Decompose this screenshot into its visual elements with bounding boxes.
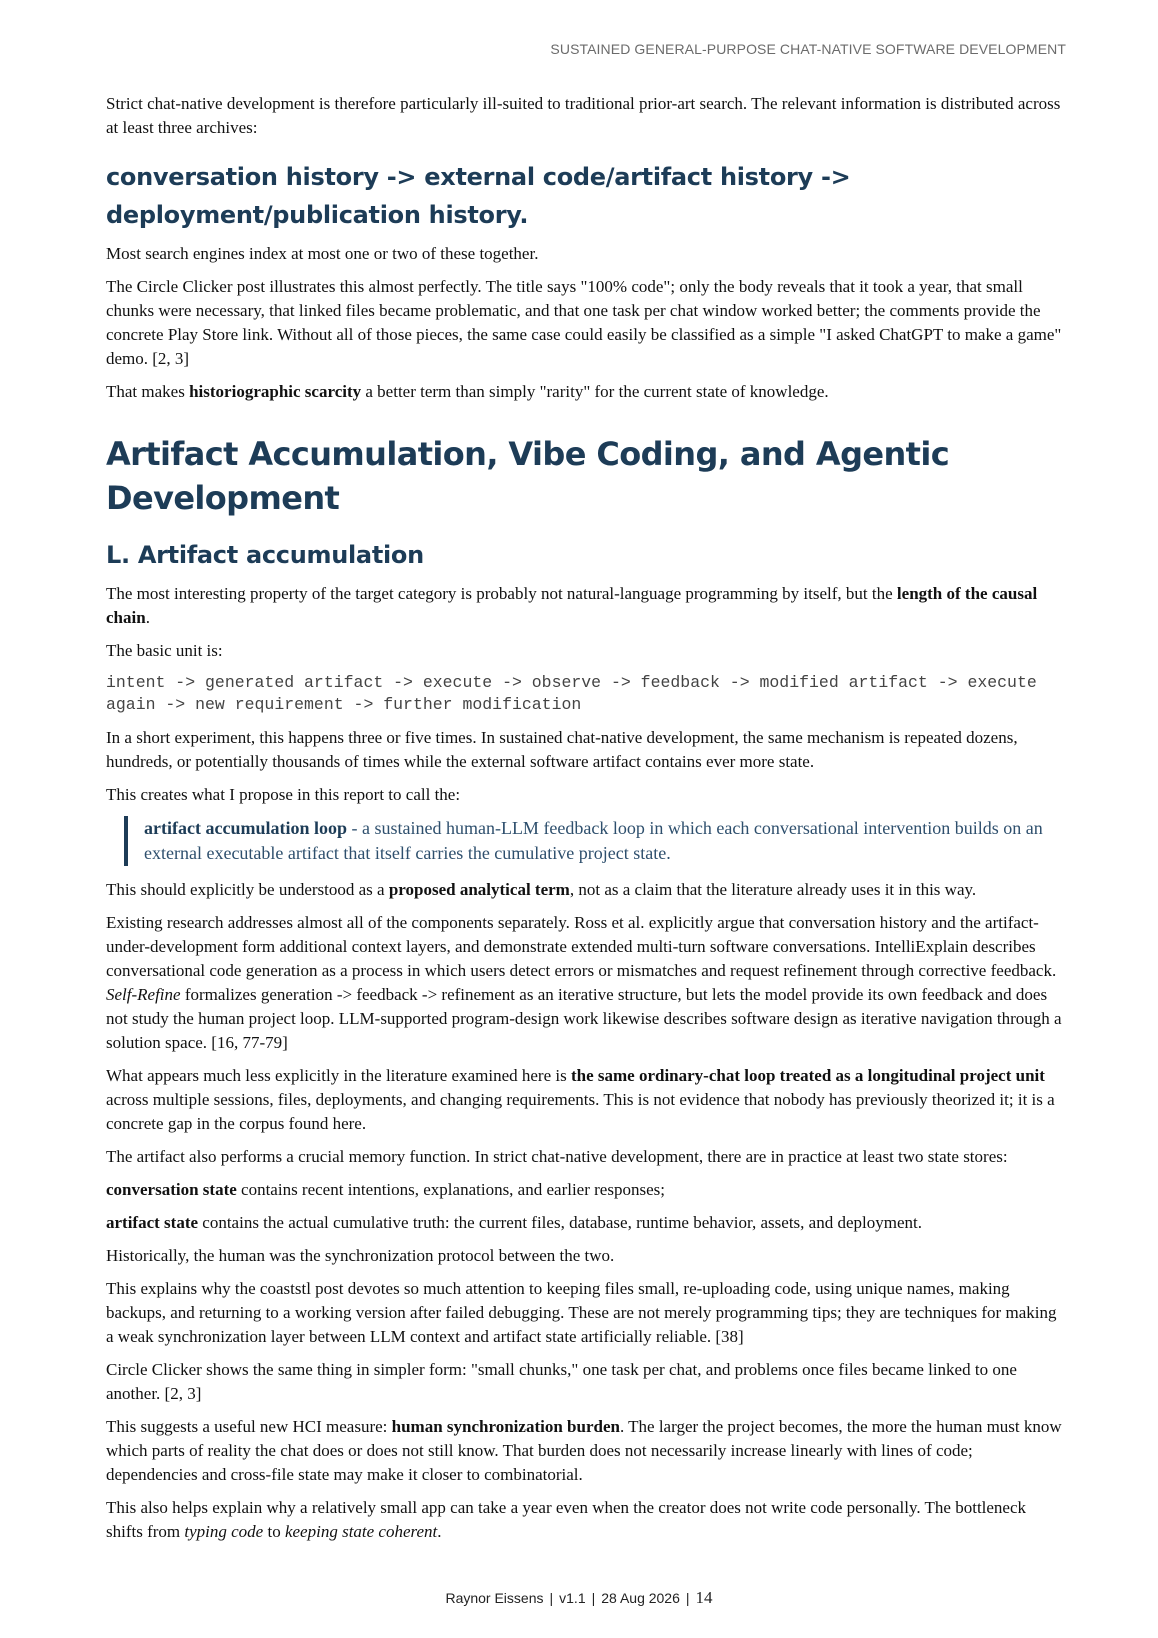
text-run: a better term than simply "rarity" for the current state of knowledge. xyxy=(361,382,829,401)
paragraph: The artifact also performs a crucial memory function. In strict chat-native development, there are in practice at least two state stores: xyxy=(106,1147,1008,1166)
paragraph xyxy=(106,911,1066,1055)
text-run: Existing research addresses almost all of the components separately. Ross et al. explicitly argue that conversation history and the artifact-under-development form additional context layers, and demonstrate extended multi-turn software conversations. IntelliExplain describes conversational code generation as a process in which users detect errors or mismatches and request refinement through corrective feedback. xyxy=(106,913,1057,980)
paragraph xyxy=(106,1496,1066,1544)
text-run: What appears much less explicitly in the literature examined here is xyxy=(106,1066,571,1085)
text-run: contains the actual cumulative truth: the current files, database, runtime behavior, assets, and deployment. xyxy=(198,1213,922,1232)
page-body xyxy=(106,92,1066,1553)
footer-separator: | xyxy=(685,1590,690,1606)
paragraph xyxy=(106,1064,1066,1136)
bold-term: conversation state xyxy=(106,1180,237,1199)
paragraph: The basic unit is: xyxy=(106,641,223,660)
subsection-title: L. Artifact accumulation xyxy=(106,541,424,569)
paragraph xyxy=(106,1178,1066,1202)
paragraph xyxy=(106,582,1066,630)
paragraph: In a short experiment, this happens three or five times. In sustained chat-native development, the same mechanism is repeated dozens, hundreds, or potentially thousands of times while the external software artifact contains ever more state. xyxy=(106,728,1018,771)
section-title: Artifact Accumulation, Vibe Coding, and Agentic Development xyxy=(106,435,950,517)
bold-term: human synchronization burden xyxy=(391,1417,620,1436)
definition-blockquote xyxy=(124,816,1066,866)
bold-term: historiographic scarcity xyxy=(189,382,362,401)
footer-separator: | xyxy=(549,1590,554,1606)
text-run: , not as a claim that the literature already uses it in this way. xyxy=(569,880,977,899)
text-run: This should explicitly be understood as a xyxy=(106,880,389,899)
text-run: This suggests a useful new HCI measure: xyxy=(106,1417,392,1436)
paragraph: Most search engines index at most one or two of these together. xyxy=(106,244,539,263)
bold-term: the same ordinary-chat loop treated as a longitudinal project unit xyxy=(570,1066,1045,1085)
paragraph: Strict chat-native development is therefore particularly ill-suited to traditional prior-art search. The relevant information is distributed across at least three archives: xyxy=(106,94,1061,137)
text-run: This also helps explain why a relatively small app can take a year even when the creator does not write code personally. The bottleneck shifts from xyxy=(106,1498,1027,1541)
paragraph xyxy=(106,1415,1066,1487)
chain-heading: conversation history -> external code/artifact history -> deployment/publication history. xyxy=(106,163,851,229)
bold-term: length of the causal chain xyxy=(106,584,1038,627)
paragraph xyxy=(106,380,1066,404)
running-head: SUSTAINED GENERAL-PURPOSE CHAT-NATIVE SOFTWARE DEVELOPMENT xyxy=(550,41,1066,57)
text-run: . The larger the project becomes, the more the human must know which parts of reality the chat does or does not still know. That burden does not necessarily increase linearly with lines of code; dependencies and cross-file state may make it closer to combinatorial. xyxy=(106,1417,1062,1484)
paragraph: The Circle Clicker post illustrates this almost perfectly. The title says "100% code"; only the body reveals that it took a year, that small chunks were necessary, that linked files became problematic, and that one task per chat window worked better; the comments provide the concrete Play Store link. Without all of those pieces, the same case could easily be classified as a simple "I asked ChatGPT to make a game" demo. [2, 3] xyxy=(106,277,1062,368)
paragraph: Historically, the human was the synchronization protocol between the two. xyxy=(106,1246,615,1265)
paragraph xyxy=(106,878,1066,902)
page-number: 14 xyxy=(695,1588,713,1607)
page-footer xyxy=(0,1588,1158,1608)
text-run: The most interesting property of the target category is probably not natural-language programming by itself, but the xyxy=(106,584,897,603)
paragraph: Circle Clicker shows the same thing in simpler form: "small chunks," one task per chat, and problems once files became linked to one another. [2, 3] xyxy=(106,1360,1017,1403)
footer-author: Raynor Eissens xyxy=(445,1590,544,1606)
defined-term: artifact accumulation loop xyxy=(144,818,347,838)
italic-term: typing code xyxy=(184,1522,264,1541)
italic-term: keeping state coherent xyxy=(284,1522,438,1541)
bold-term: artifact state xyxy=(106,1213,199,1232)
footer-version: v1.1 xyxy=(559,1590,586,1606)
text-run: to xyxy=(263,1522,285,1541)
text-run: . xyxy=(145,608,150,627)
italic-term: Self-Refine xyxy=(106,985,181,1004)
footer-separator: | xyxy=(591,1590,596,1606)
paragraph xyxy=(106,1211,1066,1235)
text-run: across multiple sessions, files, deployments, and changing requirements. This is not evidence that nobody has previously theorized it; it is a concrete gap in the corpus found here. xyxy=(106,1090,1055,1133)
text-run: contains recent intentions, explanations, and earlier responses; xyxy=(236,1180,665,1199)
code-block: intent -> generated artifact -> execute -> observe -> feedback -> modified artifact -> execute again -> new requirement -> further modification xyxy=(106,673,1047,714)
text-run: formalizes generation -> feedback -> refinement as an iterative structure, but lets the model provide its own feedback and does not study the human project loop. LLM-supported program-design work likewise describes software design as iterative navigation through a solution space. [16, 77-79] xyxy=(106,985,1062,1052)
paragraph: This creates what I propose in this report to call the: xyxy=(106,785,461,804)
footer-date: 28 Aug 2026 xyxy=(601,1590,680,1606)
paragraph: This explains why the coaststl post devotes so much attention to keeping files small, re-uploading code, using unique names, making backups, and returning to a working version after failed debugging. These are not merely programming tips; they are techniques for making a weak synchronization layer between LLM context and artifact state artificially reliable. [38] xyxy=(106,1279,1057,1346)
bold-term: proposed analytical term xyxy=(388,880,570,899)
text-run: That makes xyxy=(106,382,190,401)
text-run: . xyxy=(437,1522,442,1541)
definition-text: - a sustained human-LLM feedback loop in which each conversational intervention builds on an external executable artifact that itself carries the cumulative project state. xyxy=(144,818,1043,863)
